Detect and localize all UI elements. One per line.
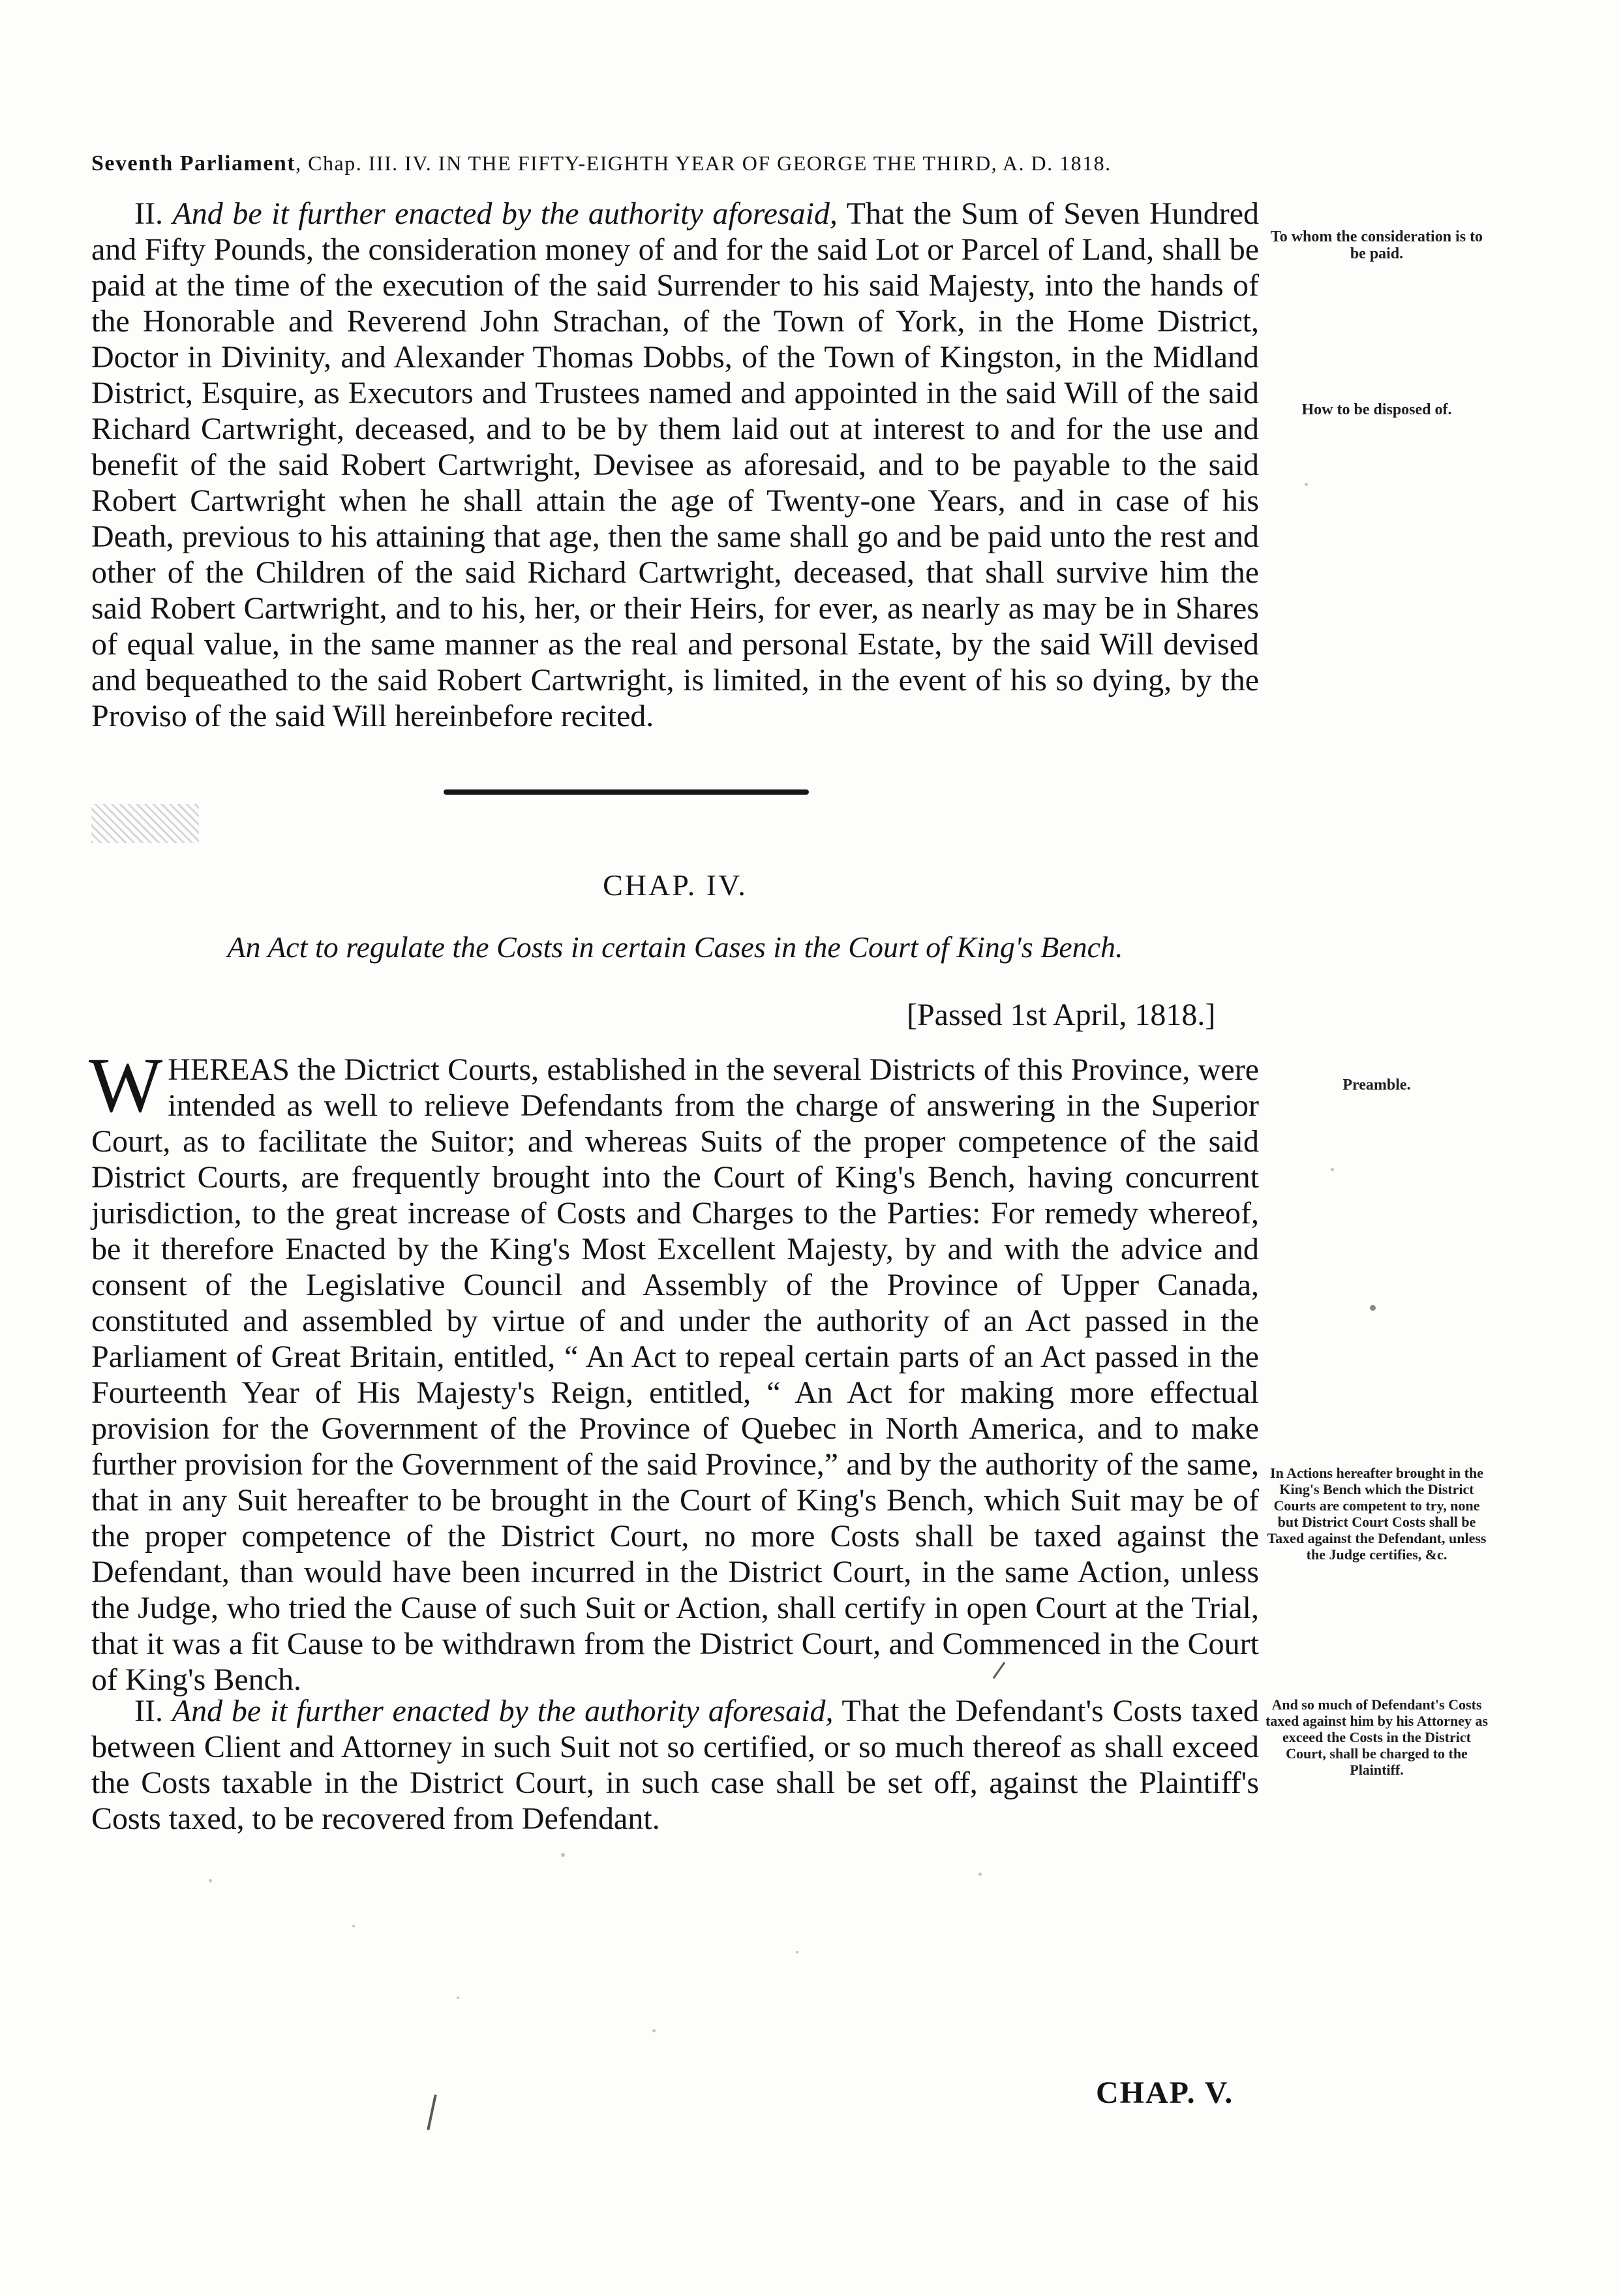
margin-note-disposed: How to be disposed of. (1301, 401, 1452, 418)
margin-note-actions: In Actions hereafter brought in the King's Bench which the District Courts are competent to try, none but District Court Costs shall be Taxed against the Defendant, unless the Judge certifies, &c. (1267, 1465, 1487, 1563)
ink-mark (427, 2094, 436, 2130)
section-ii-continued (91, 196, 1259, 734)
scan-speck (561, 1853, 565, 1857)
catchword: CHAP. V. (1096, 2075, 1234, 2110)
scan-speck (652, 2029, 656, 2032)
passed-date: [Passed 1st April, 1818.] (907, 998, 1216, 1032)
section-ii-costs-paragraph (91, 1693, 1259, 1837)
running-head (91, 151, 1474, 176)
section-number: II. (134, 196, 163, 231)
scan-speck (978, 1873, 982, 1876)
printers-ornament (91, 804, 199, 843)
scan-speck (1331, 1168, 1334, 1171)
chapter-iv-section-ii (91, 1693, 1259, 1837)
preamble-text: HEREAS the Dictrict Courts, established in the several Districts of this Province, were intended as well to relieve Defendants from the charge of answering in the Superior Court, as to facilitate the Suitor; and whereas Suits of the proper competence of the said District Courts, are frequently brought into the Court of King's Bench, having concurrent jurisdiction, to the great increase of Costs and Charges to the Parties: For remedy whereof, be it therefore Enacted by the King's Most Excellent Majesty, by and with the advice and consent of the Legislative Council and Assembly of the Province of Upper Canada, constituted and assembled by virtue of and under the authority of an Act passed in the Parliament of Great Britain, entitled, “ An Act to repeal certain parts of an Act passed in the Fourteenth Year of His Majesty's Reign, entitled, “ An Act for making more effectual provision for the Government of the Province of Quebec in North America, and to make further provision for the Government of the said Province,” and by the authority of the same, that in any Suit hereafter to be brought in the Court of King's Bench, which Suit may be of the proper competence of the District Court, no more Costs shall be taxed against the Defendant, than would have been incurred in the District Court, in the same Action, unless the Judge, who tried the Cause of such Suit or Action, shall certify in open Court at the Trial, that it was a fit Cause to be withdrawn from the District Court, and Commenced in the Court of King's Bench. (91, 1052, 1259, 1697)
scan-speck (352, 1925, 355, 1927)
section-divider-rule (444, 789, 809, 795)
running-head-text: , Chap. III. IV. IN THE FIFTY-EIGHTH YEAR OF GEORGE THE THIRD, A. D. 1818. (295, 151, 1112, 175)
running-head-prefix: Seventh Parliament (91, 151, 296, 176)
preamble-paragraph (89, 1041, 1259, 1698)
act-title: An Act to regulate the Costs in certain Cases in the Court of King's Bench. (227, 930, 1123, 964)
scan-speck (796, 1951, 798, 1953)
section-text: That the Sum of Seven Hundred and Fifty Pounds, the consideration money of and for the said Lot or Parcel of Land, shall be paid at the time of the execution of the said Surrender to his said Majesty, into the hands of the Honorable and Reverend John Strachan, of the Town of York, in the Home District, Doctor in Divinity, and Alexander Thomas Dobbs, of the Town of Kingston, in the Midland District, Esquire, as Executors and Trustees named and appointed in the said Will of the said Richard Cartwright, deceased, and to be by them laid out at interest to and for the use and benefit of the said Robert Cartwright, Devisee as aforesaid, and to be payable to the said Robert Cartwright when he shall attain the age of Twenty-one Years, and in case of his Death, previous to his attaining that age, then the same shall go and be paid unto the rest and other of the Children of the said Richard Cartwright, deceased, that shall survive him the said Robert Cartwright, and to his, her, or their Heirs, for ever, as nearly as may be in Shares of equal value, in the same manner as the real and personal Estate, by the said Will devised and bequeathed to the said Robert Cartwright, is limited, in the event of his so dying, by the Proviso of the said Will hereinbefore recited. (91, 196, 1260, 733)
chapter-heading: CHAP. IV. (603, 868, 748, 902)
margin-note-preamble: Preamble. (1342, 1077, 1411, 1094)
scan-speck (1370, 1305, 1376, 1311)
enacting-clause: And be it further enacted by the authority aforesaid, (172, 196, 838, 231)
margin-note-consideration: To whom the consideration is to be paid. (1270, 228, 1483, 262)
section-number: II. (134, 1694, 163, 1728)
enacting-clause: And be it further enacted by the authority aforesaid, (172, 1694, 834, 1728)
scan-speck (209, 1879, 212, 1882)
chapter-iv-preamble (89, 1041, 1259, 1698)
section-ii-paragraph (91, 196, 1259, 734)
section-text: That the Defendant's Costs taxed between Client and Attorney in such Suit not so certified, or so much thereof as shall exceed the Costs taxable in the District Court, in such case shall be set off, against the Plaintiff's Costs taxed, to be recovered from Defendant. (91, 1694, 1260, 1836)
margin-note-costs: And so much of Defendant's Costs taxed against him by his Attorney as exceed the Costs in the District Court, shall be charged to the Plaintiff. (1265, 1696, 1489, 1778)
scan-speck (457, 1997, 459, 1999)
drop-cap: W (89, 1041, 163, 1128)
scan-speck (1305, 483, 1308, 486)
